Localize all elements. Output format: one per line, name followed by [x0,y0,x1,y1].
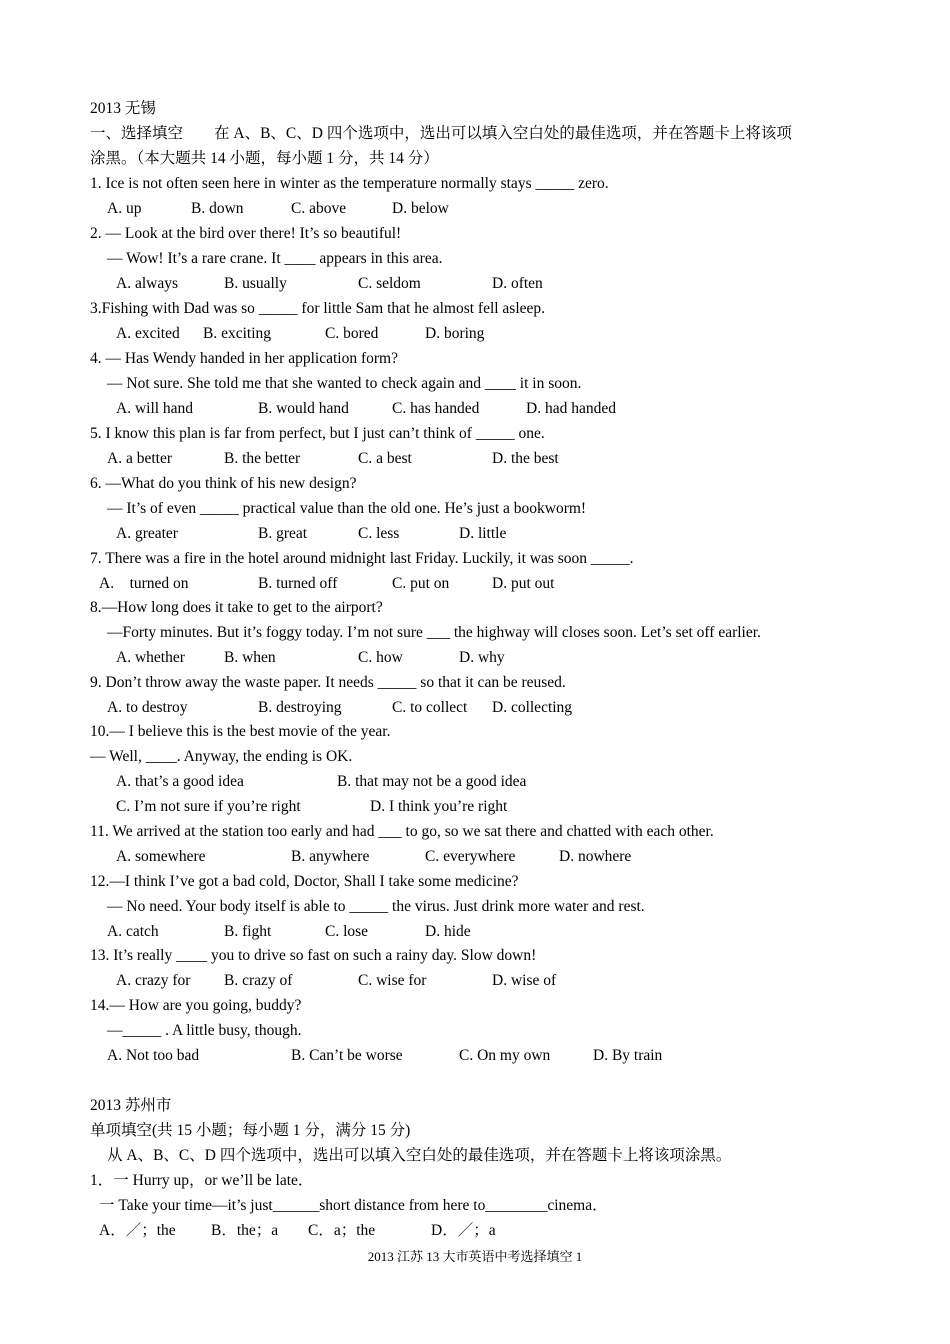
option-c: C. lose [325,923,369,940]
question-6-stem: 6. —What do you think of his new design? [90,475,357,492]
option-d: D. the best [492,450,559,467]
option-c: C. above [291,200,347,217]
option-b: B. would hand [258,400,349,417]
option-b: B. down [191,200,244,217]
option-a: A. always [116,275,178,292]
question-13-stem: 13. It’s really ____ you to drive so fast on such a rainy day. Slow down! [90,947,537,964]
option-c: C. to collect [392,699,468,716]
option-b: B. that may not be a good idea [337,773,527,790]
option-b: B．the；a [211,1222,279,1239]
option-a: A．／；the [99,1222,176,1239]
option-a: A. Not too bad [107,1047,200,1064]
option-a: A. up [107,200,142,217]
option-b: B. fight [224,923,272,940]
option-b: B. usually [224,275,287,292]
option-c: C. bored [325,325,379,342]
option-a: A. excited [116,325,180,342]
option-d: D. collecting [492,699,573,716]
option-a: A. somewhere [116,848,206,865]
option-c: C. everywhere [425,848,516,865]
question-7-stem: 7. There was a fire in the hotel around midnight last Friday. Luckily, it was soon _____. [90,550,634,567]
option-a: A. that’s a good idea [116,773,244,790]
option-a: A. turned on [99,575,189,592]
option-a: A. whether [116,649,185,666]
option-c: C. less [358,525,400,542]
option-d: D. below [392,200,449,217]
section-instructions-line1: 一、选择填空 在 A、B、C、D 四个选项中，选出可以填入空白处的最佳选项，并在答题卡上将该项 [90,125,792,142]
option-c: C. put on [392,575,450,592]
section-title-suzhou: 单项填空(共 15 小题；每小题 1 分，满分 15 分) [90,1122,411,1139]
section-heading-wuxi: 2013 无锡 [90,100,156,117]
question-8-stem: 8.—How long does it take to get to the airport? [90,599,383,616]
option-b: B. when [224,649,276,666]
question-14-stem: 14.— How are you going, buddy? [90,997,302,1014]
suzhou-question-1-stem: 1．一 Hurry up，or we’ll be late． [90,1172,314,1189]
suzhou-question-1-line2: 一 Take your time—it’s just______short distance from here to________cinema． [99,1197,608,1214]
option-a: A. a better [107,450,172,467]
option-c: C. a best [358,450,412,467]
question-12-line2: — No need. Your body itself is able to _____ the virus. Just drink more water and rest. [107,898,645,915]
question-11-stem: 11. We arrived at the station too early and had ___ to go, so we sat there and chatted with each other. [90,823,714,840]
question-10-stem: 10.— I believe this is the best movie of the year. [90,723,391,740]
question-1-stem: 1. Ice is not often seen here in winter as the temperature normally stays _____ zero. [90,175,609,192]
option-c: C. seldom [358,275,421,292]
question-10-line2: — Well, ____. Anyway, the ending is OK. [90,748,353,765]
option-d: D. boring [425,325,485,342]
question-8-line2: —Forty minutes. But it’s foggy today. I’m not sure ___ the highway will closes soon. Let’s set off earlier. [107,624,761,641]
option-d: D. put out [492,575,555,592]
question-4-line2: — Not sure. She told me that she wanted to check again and ____ it in soon. [107,375,582,392]
option-a: A. crazy for [116,972,191,989]
option-d: D. hide [425,923,471,940]
option-b: B. great [258,525,308,542]
question-2-stem: 2. — Look at the bird over there! It’s so beautiful! [90,225,402,242]
option-a: A. will hand [116,400,194,417]
option-d: D. wise of [492,972,557,989]
option-d: D．／；a [431,1222,496,1239]
page-footer: 2013 江苏 13 大市英语中考选择填空 1 [367,1249,583,1264]
option-b: B. Can’t be worse [291,1047,403,1064]
option-b: B. the better [224,450,301,467]
question-6-line2: — It’s of even _____ practical value than the old one. He’s just a bookworm! [107,500,587,517]
option-b: B. anywhere [291,848,370,865]
question-9-stem: 9. Don’t throw away the waste paper. It needs _____ so that it can be reused. [90,674,566,691]
section-heading-suzhou: 2013 苏州市 [90,1097,172,1114]
option-c: C. how [358,649,403,666]
option-b: B. destroying [258,699,342,716]
section-instructions-line2: 涂黑。（本大题共 14 小题，每小题 1 分，共 14 分） [90,150,439,167]
option-c: C. On my own [459,1047,551,1064]
option-c: C. I’m not sure if you’re right [116,798,301,815]
option-b: B. turned off [258,575,338,592]
option-d: D. often [492,275,543,292]
option-d: D. nowhere [559,848,632,865]
question-14-line2: —_____ . A little busy, though. [107,1022,302,1039]
option-d: D. little [459,525,507,542]
question-4-stem: 4. — Has Wendy handed in her application form? [90,350,398,367]
option-a: A. to destroy [107,699,188,716]
question-3-stem: 3.Fishing with Dad was so _____ for little Sam that he almost fell asleep. [90,300,546,317]
option-c: C. wise for [358,972,427,989]
option-d: D. had handed [526,400,616,417]
option-b: B. crazy of [224,972,293,989]
option-a: A. greater [116,525,178,542]
option-c: C. has handed [392,400,480,417]
option-a: A. catch [107,923,159,940]
section-instructions-suzhou: 从 A、B、C、D 四个选项中，选出可以填入空白处的最佳选项，并在答题卡上将该项涂黑。 [107,1147,732,1164]
option-d: D. why [459,649,505,666]
question-2-line2: — Wow! It’s a rare crane. It ____ appears in this area. [107,250,443,267]
question-5-stem: 5. I know this plan is far from perfect, but I just can’t think of _____ one. [90,425,545,442]
option-d: D. I think you’re right [370,798,508,815]
option-d: D. By train [593,1047,663,1064]
question-12-stem: 12.—I think I’ve got a bad cold, Doctor, Shall I take some medicine? [90,873,519,890]
option-b: B. exciting [203,325,272,342]
option-c: C．a；the [308,1222,376,1239]
